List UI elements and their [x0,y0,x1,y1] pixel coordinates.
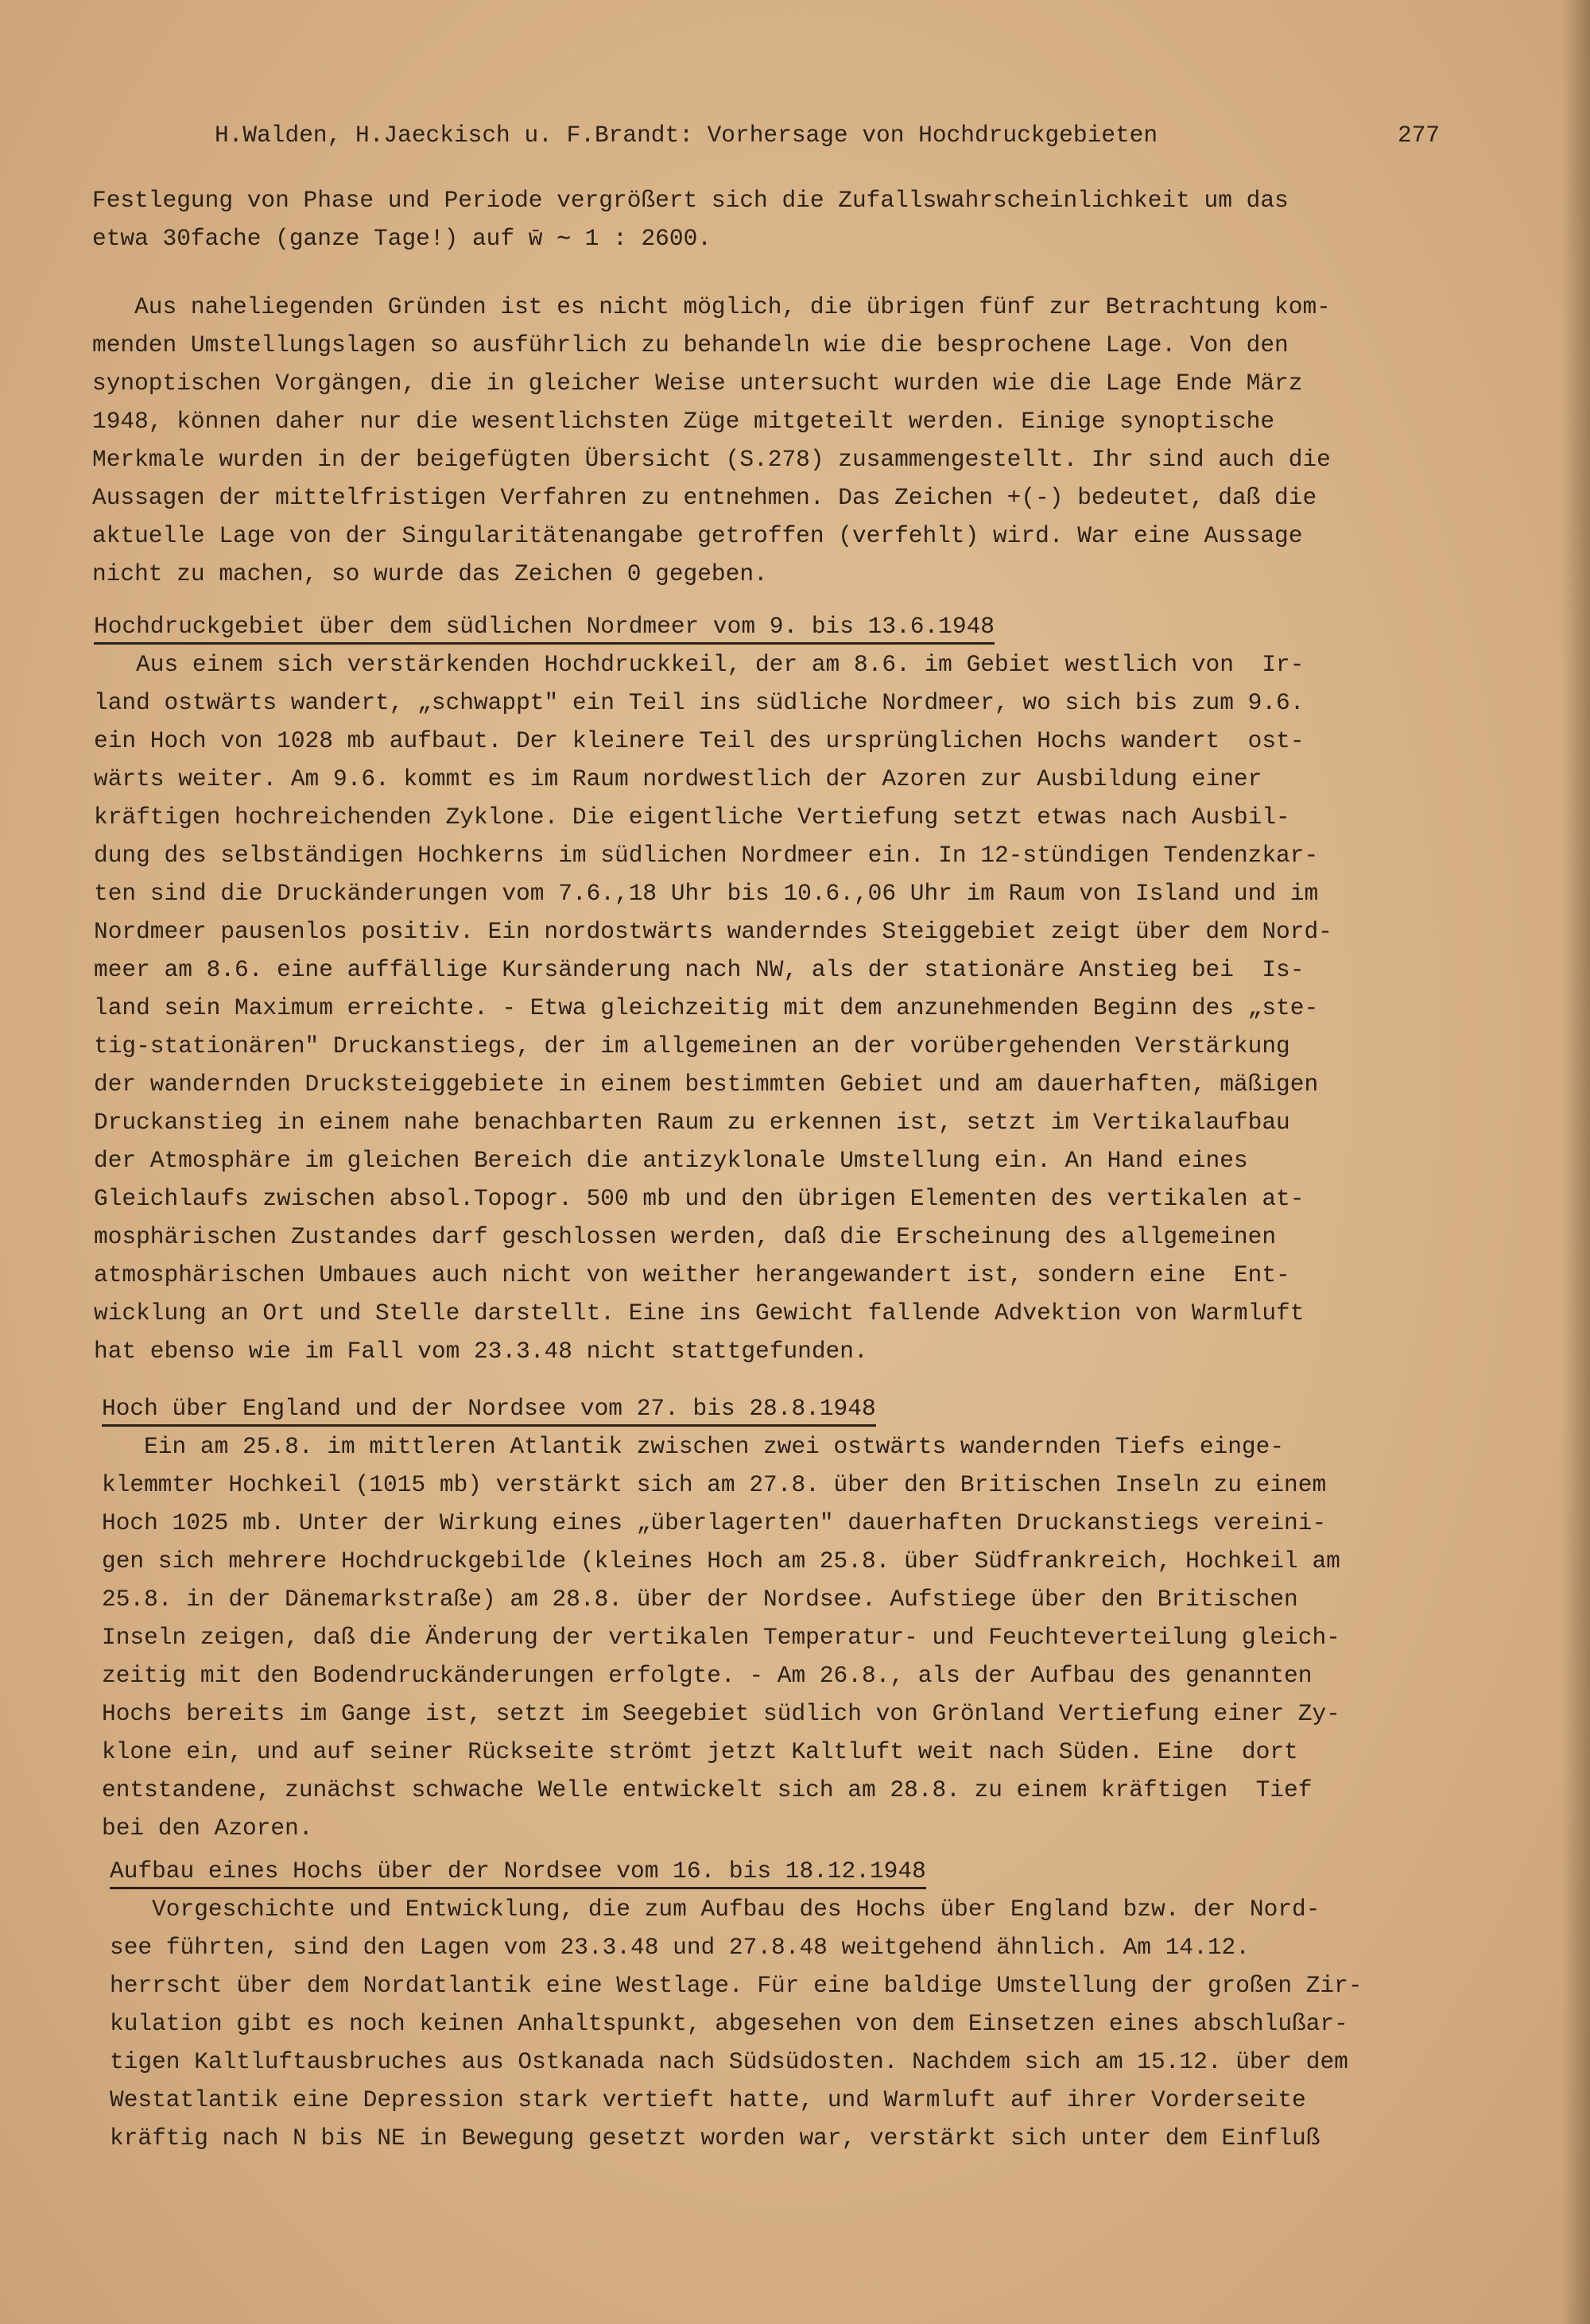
text-line: Aussagen der mittelfristigen Verfahren zu entnehmen. Das Zeichen +(-) bedeutet, daß die [92,484,1317,511]
text-line: kulation gibt es noch keinen Anhaltspunkt, abgesehen von dem Einsetzen eines abschlußar- [110,2010,1348,2037]
text-line: Merkmale wurden in der beigefügten Übersicht (S.278) zusammengestellt. Ihr sind auch die [92,446,1331,473]
text-line: tig-stationären" Druckanstiegs, der im allgemeinen an der vorübergehenden Verstärkung [94,1032,1290,1059]
text-line: synoptischen Vorgängen, die in gleicher Weise untersucht wurden wie die Lage Ende März [92,370,1303,397]
section-heading: Aufbau eines Hochs über der Nordsee vom 16. bis 18.12.1948 [110,1855,926,1889]
page-edge-shadow [1561,0,1590,2324]
text-line: wärts weiter. Am 9.6. kommt es im Raum nordwestlich der Azoren zur Ausbildung einer [94,765,1262,792]
text-line: ten sind die Druckänderungen vom 7.6.,18 Uhr bis 10.6.,06 Uhr im Raum von Island und im [94,880,1319,907]
text-line: Nordmeer pausenlos positiv. Ein nordostwärts wanderndes Steiggebiet zeigt über dem Nord- [94,918,1332,945]
text-line: tigen Kaltluftausbruches aus Ostkanada nach Südsüdosten. Nachdem sich am 15.12. über dem [110,2048,1348,2075]
text-line: see führten, sind den Lagen vom 23.3.48 und 27.8.48 weitgehend ähnlich. Am 14.12. [110,1934,1250,1961]
text-line: der wandernden Drucksteiggebiete in einem bestimmten Gebiet und am dauerhaften, mäßigen [94,1071,1319,1098]
text-line: ein Hoch von 1028 mb aufbaut. Der kleinere Teil des ursprünglichen Hochs wandert ost- [94,727,1305,754]
text-line: wicklung an Ort und Stelle darstellt. Eine ins Gewicht fallende Advektion von Warmluft [94,1300,1305,1327]
text-line: Vorgeschichte und Entwicklung, die zum Aufbau des Hochs über England bzw. der Nord- [110,1896,1320,1923]
text-line: zeitig mit den Bodendruckänderungen erfolgte. - Am 26.8., als der Aufbau des genannten [102,1662,1313,1689]
text-line: Ein am 25.8. im mittleren Atlantik zwischen zwei ostwärts wandernden Tiefs einge- [102,1433,1285,1460]
section-december-1948 [110,1852,1509,2157]
text-line: kräftig nach N bis NE in Bewegung gesetzt worden war, verstärkt sich unter dem Einfluß [110,2125,1320,2152]
section-heading-line [110,1852,1509,1890]
text-line: menden Umstellungslagen so ausführlich zu behandeln wie die besprochene Lage. Von den [92,331,1289,358]
section-heading: Hochdruckgebiet über dem südlichen Nordmeer vom 9. bis 13.6.1948 [94,610,995,645]
text-line: hat ebenso wie im Fall vom 23.3.48 nicht stattgefunden. [94,1338,868,1365]
text-line: Hoch 1025 mb. Unter der Wirkung eines „überlagerten" dauerhaften Druckanstiegs vereini- [102,1509,1327,1536]
text-line: land sein Maximum erreichte. - Etwa gleichzeitig mit dem anzunehmenden Beginn des „ste- [94,994,1319,1021]
section-heading-line [102,1389,1501,1427]
text-line: nicht zu machen, so wurde das Zeichen 0 gegeben. [92,560,768,587]
text-line: entstandene, zunächst schwache Welle entwickelt sich am 28.8. zu einem kräftigen Tief [102,1776,1313,1803]
text-line: mosphärischen Zustandes darf geschlossen werden, daß die Erscheinung des allgemeinen [94,1223,1277,1250]
text-line: Inseln zeigen, daß die Änderung der vertikalen Temperatur- und Feuchteverteilung gleich- [102,1624,1340,1651]
text-line: der Atmosphäre im gleichen Bereich die antizyklonale Umstellung ein. An Hand eines [94,1147,1248,1174]
text-line: klemmter Hochkeil (1015 mb) verstärkt sich am 27.8. über den Britischen Inseln zu einem [102,1471,1327,1498]
text-line: etwa 30fache (ganze Tage!) auf w̄ ∼ 1 : 2600. [92,225,712,252]
text-line: bei den Azoren. [102,1815,313,1842]
text-line: 25.8. in der Dänemarkstraße) am 28.8. über der Nordsee. Aufstiege über den Britischen [102,1586,1298,1613]
running-title: H.Walden, H.Jaeckisch u. F.Brandt: Vorhersage von Hochdruckgebieten [215,122,1158,149]
text-line: Druckanstieg in einem nahe benachbarten Raum zu erkennen ist, setzt im Vertikalaufbau [94,1109,1290,1136]
text-line: aktuelle Lage von der Singularitätenangabe getroffen (verfehlt) wird. War eine Aussage [92,522,1303,549]
text-line: herrscht über dem Nordatlantik eine Westlage. Für eine baldige Umstellung der großen Zir- [110,1972,1363,1999]
text-line: kräftigen hochreichenden Zyklone. Die eigentliche Vertiefung setzt etwas nach Ausbil- [94,804,1290,831]
text-line: Gleichlaufs zwischen absol.Topogr. 500 mb und den übrigen Elementen des vertikalen at- [94,1185,1305,1212]
text-line: Hochs bereits im Gange ist, setzt im Seegebiet südlich von Grönland Vertiefung einer Zy- [102,1700,1340,1727]
text-line: atmosphärischen Umbaues auch nicht von weither herangewandert ist, sondern eine Ent- [94,1261,1290,1288]
text-line: gen sich mehrere Hochdruckgebilde (kleines Hoch am 25.8. über Südfrankreich, Hochkeil am [102,1547,1340,1575]
text-line: Aus naheliegenden Gründen ist es nicht möglich, die übrigen fünf zur Betrachtung kom- [92,293,1331,320]
text-line: Aus einem sich verstärkenden Hochdruckkeil, der am 8.6. im Gebiet westlich von Ir- [94,651,1305,678]
intro-paragraph [92,181,1483,258]
text-line: land ostwärts wandert, „schwappt" ein Teil ins südliche Nordmeer, wo sich bis zum 9.6. [94,689,1305,716]
text-line: 1948, können daher nur die wesentlichsten Züge mitgeteilt werden. Einige synoptische [92,408,1275,435]
text-line: meer am 8.6. eine auffällige Kursänderung nach NW, als der stationäre Anstieg bei Is- [94,956,1305,983]
page-number: 277 [1398,122,1441,149]
section-august-1948 [102,1389,1501,1847]
text-line: dung des selbständigen Hochkerns im südlichen Nordmeer ein. In 12-stündigen Tendenzkar- [94,842,1319,869]
section-heading-line [94,607,1493,645]
text-line: Festlegung von Phase und Periode vergrößert sich die Zufallswahrscheinlichkeit um das [92,187,1289,214]
main-paragraph [92,288,1483,593]
text-line: Westatlantik eine Depression stark vertieft hatte, und Warmluft auf ihrer Vorderseite [110,2086,1306,2113]
text-line: klone ein, und auf seiner Rückseite strömt jetzt Kaltluft weit nach Süden. Eine dort [102,1738,1298,1765]
section-heading: Hoch über England und der Nordsee vom 27. bis 28.8.1948 [102,1392,876,1427]
section-june-1948 [94,607,1493,1370]
